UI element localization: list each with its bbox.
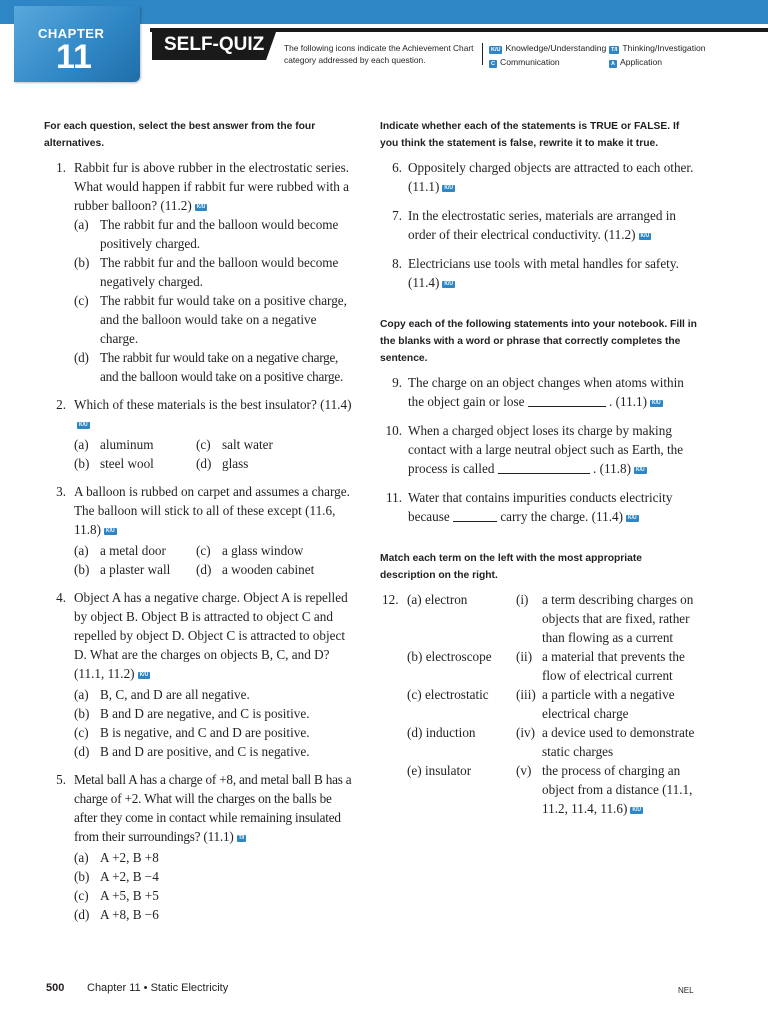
knowledge-badge-icon: K/U [79, 422, 88, 428]
question-4 [44, 588, 356, 761]
legend-item-communication [489, 57, 560, 68]
question-number: 6. [392, 160, 402, 175]
question-8 [380, 254, 700, 292]
question-number: 2. [56, 397, 66, 412]
question-number: 3. [56, 484, 66, 499]
application-badge-icon: A [611, 61, 615, 67]
answer-blank[interactable] [453, 508, 497, 522]
footer-chapter: Chapter 11 • Static Electricity [87, 982, 229, 994]
knowledge-badge-icon: K/U [640, 233, 650, 239]
answer-option[interactable]: (c) a glass window [196, 543, 304, 558]
knowledge-badge-icon: K/U [105, 528, 115, 534]
legend-label: Communication [499, 57, 560, 67]
question-number: 11. [386, 490, 402, 505]
answer-option[interactable]: (a) The rabbit fur and the balloon would become positively charged. [74, 217, 339, 251]
match-term[interactable]: (c) electrostatic [407, 687, 489, 702]
question-12 [380, 590, 700, 818]
answer-option[interactable]: (c) A +5, B +5 [74, 888, 159, 903]
question-10: 10. When a charged object loses its charge by making contact with a large neutral object such as Earth, the process is called . (11.8) K/U [380, 421, 700, 478]
knowledge-badge-icon: K/U [196, 204, 206, 210]
question-3 [44, 482, 356, 579]
question-9: 9. The charge on an object changes when atoms within the object gain or lose . (11.1) K/U [380, 373, 700, 411]
knowledge-badge-icon: K/U [139, 672, 149, 678]
answer-option[interactable]: (b) steel wool [74, 456, 154, 471]
question-7 [380, 206, 700, 244]
chapter-number: 11 [56, 38, 92, 76]
answer-option[interactable]: (b) B and D are negative, and C is positive. [74, 706, 310, 721]
question-number: 9. [392, 375, 402, 390]
chapter-label: CHAPTER [38, 26, 105, 41]
match-description[interactable]: (iv) a device used to demonstrate static charges [516, 725, 695, 759]
match-term[interactable]: (e) insulator [407, 763, 472, 778]
right-column [380, 118, 700, 818]
communication-badge-icon: C [491, 61, 495, 67]
page-title: SELF-QUIZ [164, 34, 265, 55]
knowledge-badge-icon: K/U [632, 807, 641, 813]
question-number: 4. [56, 590, 66, 605]
knowledge-badge-icon: K/U [491, 47, 501, 53]
match-term[interactable]: (d) induction [407, 725, 476, 740]
answer-option[interactable]: (b) A +2, B −4 [74, 869, 159, 884]
answer-option[interactable]: (a) B, C, and D are all negative. [74, 687, 250, 702]
question-text: Electricians use tools with metal handles for safety. (11.4) [408, 256, 679, 290]
match-description[interactable]: (v) the process of charging an object from a distance (11.1, 11.2, 11.4, 11.6) K/U [516, 763, 693, 816]
thinking-badge-icon: T/I [238, 835, 244, 841]
question-number: 1. [56, 160, 66, 175]
question-6 [380, 158, 700, 196]
answer-option[interactable]: (d) glass [196, 456, 249, 471]
question-text: Oppositely charged objects are attracted to each other. (11.1) [408, 160, 694, 194]
answer-option[interactable]: (d) A +8, B −6 [74, 907, 159, 922]
legend-label: Application [619, 57, 663, 67]
question-11: 11. Water that contains impurities conducts electricity because carry the charge. (11.4) K/U [380, 488, 700, 526]
answer-option[interactable]: (d) a wooden cabinet [196, 562, 315, 577]
question-text: In the electrostatic series, materials are arranged in order of their electrical conductivity. (11.2) [408, 208, 677, 242]
question-stem: A balloon is rubbed on carpet and assumes a charge. The balloon will stick to all of these except (11.6, 11.8) K/U [74, 484, 350, 537]
match-row [380, 685, 700, 723]
answer-option[interactable]: (a) aluminum [74, 437, 154, 452]
question-stem: Metal ball A has a charge of +8, and metal ball B has a charge of +2. What will the charges on the balls be after they come in contact while remaining insulated from their surroundings? (11.1) T/I [74, 772, 352, 844]
multiple-choice-instruction: For each question, select the best answer from the four alternatives. [44, 121, 316, 149]
question-number: 5. [56, 772, 66, 787]
answer-blank[interactable] [498, 460, 590, 474]
legend-label: Thinking/Investigation [622, 43, 706, 53]
knowledge-badge-icon: K/U [652, 400, 661, 406]
answer-blank[interactable] [528, 393, 606, 407]
thinking-badge-icon: T/I [611, 47, 618, 53]
legend-item-knowledge [489, 43, 606, 54]
knowledge-badge-icon: K/U [635, 467, 645, 473]
answer-option[interactable]: (c) salt water [196, 437, 273, 452]
knowledge-badge-icon: K/U [444, 281, 453, 287]
question-stem: Object A has a negative charge. Object A is repelled by object B. Object B is attracted to object C and repelled by object D. Object C is attracted to object D. What are the charges on objects B, C, and D? (11.1, 11.2) K/U [74, 590, 348, 681]
answer-option[interactable]: (a) A +2, B +8 [74, 850, 159, 865]
header-description: The following icons indicate the Achievement Chart category addressed by each question. [284, 43, 474, 65]
answer-option[interactable]: (b) The rabbit fur and the balloon would become negatively charged. [74, 255, 339, 289]
match-term[interactable]: (a) electron [407, 592, 468, 607]
answer-option[interactable]: (d) The rabbit fur would take on a negative charge, and the balloon would take on a positive charge. [74, 350, 344, 384]
match-description[interactable]: (i) a term describing charges on objects that are fixed, rather than flowing as a current [516, 592, 694, 645]
publisher-mark: NEL [678, 986, 694, 995]
legend-item-application [609, 57, 662, 68]
question-5 [44, 770, 356, 924]
answer-option[interactable]: (d) B and D are positive, and C is negative. [74, 744, 310, 759]
match-description[interactable]: (ii) a material that prevents the flow of electrical current [516, 649, 685, 683]
legend-divider [482, 43, 483, 65]
left-column [44, 118, 356, 933]
answer-option[interactable]: (c) The rabbit fur would take on a positive charge, and the balloon would take on a negative charge. [74, 293, 347, 346]
true-false-instruction: Indicate whether each of the statements is TRUE or FALSE. If you think the statement is false, rewrite it to make it true. [380, 121, 680, 149]
answer-option[interactable]: (b) a plaster wall [74, 562, 171, 577]
header-rule [150, 28, 768, 32]
question-1 [44, 158, 356, 386]
match-row [380, 590, 700, 647]
question-number: 7. [392, 208, 402, 223]
match-description[interactable]: (iii) a particle with a negative electrical charge [516, 687, 675, 721]
answer-option[interactable]: (a) a metal door [74, 543, 166, 558]
match-row [380, 761, 700, 818]
fill-in-instruction: Copy each of the following statements into your notebook. Fill in the blanks with a word or phrase that correctly completes the sentence. [380, 319, 697, 364]
question-number: 12. [382, 592, 399, 607]
legend-item-thinking [609, 43, 706, 54]
knowledge-badge-icon: K/U [627, 515, 637, 521]
matching-instruction: Match each term on the left with the most appropriate description on the right. [380, 553, 643, 581]
answer-option[interactable]: (c) B is negative, and C and D are positive. [74, 725, 310, 740]
question-2 [44, 395, 356, 473]
knowledge-badge-icon: K/U [444, 185, 453, 191]
question-number: 10. [385, 423, 402, 438]
legend-label: Knowledge/Understanding [505, 43, 607, 53]
match-row [380, 723, 700, 761]
match-term[interactable]: (b) electroscope [407, 649, 492, 664]
page-number: 500 [46, 982, 65, 994]
question-stem: Rabbit fur is above rubber in the electrostatic series. What would happen if rabbit fur were rubbed with a rubber balloon? (11.2) K/U [74, 160, 350, 213]
question-number: 8. [392, 256, 402, 271]
match-references: (11.1, 11.2, 11.4, 11.6) [542, 782, 693, 816]
question-stem: Which of these materials is the best insulator? (11.4)K/U [74, 397, 352, 428]
match-row [380, 647, 700, 685]
